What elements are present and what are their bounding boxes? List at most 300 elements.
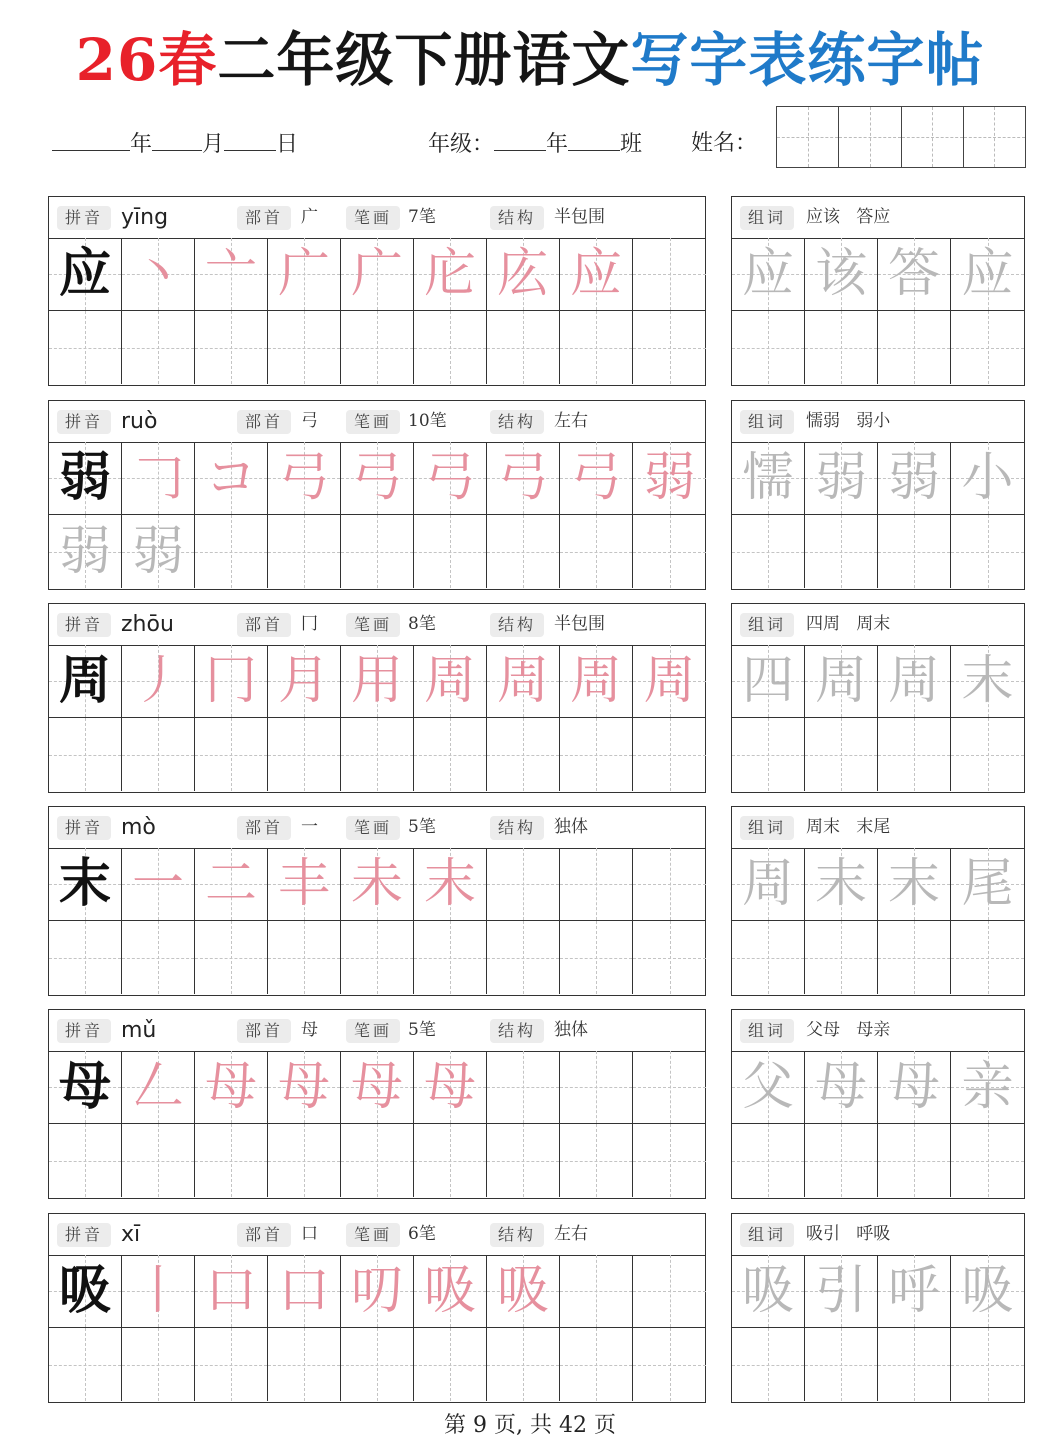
words-cell[interactable]	[878, 515, 951, 588]
words-tag: 组词	[740, 816, 794, 840]
practice-cell[interactable]	[49, 442, 122, 515]
structure-tag: 结构	[490, 206, 544, 230]
practice-cell[interactable]	[341, 311, 414, 384]
words-cell[interactable]	[951, 238, 1024, 311]
words-panel	[731, 400, 1025, 590]
practice-cell[interactable]	[268, 442, 341, 515]
practice-cell[interactable]	[122, 921, 195, 994]
practice-cell[interactable]	[195, 1124, 268, 1197]
stroke-order-char: コ	[204, 448, 257, 508]
practice-cell[interactable]	[414, 1255, 487, 1328]
practice-cell[interactable]	[268, 921, 341, 994]
stroke-order-char: 口	[204, 1261, 257, 1321]
grade-blank[interactable]	[494, 124, 546, 151]
practice-cell[interactable]	[487, 1255, 560, 1328]
practice-cell[interactable]	[414, 1328, 487, 1401]
words-cell[interactable]	[805, 238, 878, 311]
words-grid	[732, 1051, 1024, 1197]
practice-cell[interactable]	[49, 1328, 122, 1401]
practice-cell[interactable]	[268, 645, 341, 718]
practice-cell[interactable]	[487, 515, 560, 588]
char-info-header	[49, 604, 705, 646]
char-info-header	[49, 197, 705, 239]
practice-cell[interactable]	[414, 645, 487, 718]
year-blank[interactable]	[52, 124, 130, 151]
word-trace-char: 末	[814, 854, 867, 914]
practice-cell[interactable]	[122, 1328, 195, 1401]
words-cell[interactable]	[951, 1051, 1024, 1124]
practice-cell[interactable]	[122, 1051, 195, 1124]
strokes-value: 10笔	[408, 411, 447, 431]
strokes-tag: 笔画	[346, 613, 400, 637]
words-cell[interactable]	[878, 718, 951, 791]
practice-cell[interactable]	[341, 1255, 414, 1328]
practice-cell[interactable]	[341, 921, 414, 994]
word-trace-char: 吸	[741, 1261, 794, 1321]
structure-value: 独体	[554, 817, 588, 837]
strokes-value: 7笔	[408, 207, 436, 227]
practice-cell[interactable]	[633, 442, 706, 515]
practice-cell[interactable]	[122, 311, 195, 384]
practice-cell[interactable]	[487, 848, 560, 921]
words-value: 应该 答应	[806, 207, 891, 227]
words-cell[interactable]	[805, 921, 878, 994]
words-cell[interactable]	[732, 645, 805, 718]
practice-cell[interactable]	[633, 238, 706, 311]
char-practice-panel	[48, 196, 706, 386]
words-cell[interactable]	[805, 848, 878, 921]
name-box[interactable]	[839, 107, 901, 167]
practice-cell[interactable]	[487, 442, 560, 515]
char-block	[0, 806, 1060, 996]
stroke-order-char: 弓	[277, 448, 330, 508]
words-cell[interactable]	[732, 848, 805, 921]
structure-value: 半包围	[554, 614, 605, 634]
char-block	[0, 400, 1060, 590]
practice-cell[interactable]	[560, 1051, 633, 1124]
words-tag: 组词	[740, 1019, 794, 1043]
radical-tag: 部首	[237, 410, 291, 434]
words-cell[interactable]	[732, 1124, 805, 1197]
stroke-order-char: 周	[643, 651, 696, 711]
stroke-order-char: 弓	[496, 448, 549, 508]
practice-cell[interactable]	[633, 645, 706, 718]
practice-cell[interactable]	[49, 1051, 122, 1124]
word-trace-char: 末	[887, 854, 940, 914]
words-cell[interactable]	[732, 1051, 805, 1124]
word-trace-char: 呼	[887, 1261, 940, 1321]
stroke-order-char: 广	[277, 244, 330, 304]
trace-char: 弱	[58, 521, 111, 582]
stroke-order-char: 庀	[423, 244, 476, 304]
practice-cell[interactable]	[122, 238, 195, 311]
practice-cell[interactable]	[195, 1255, 268, 1328]
name-box[interactable]	[777, 107, 839, 167]
practice-cell[interactable]	[487, 1328, 560, 1401]
practice-grid	[49, 238, 706, 384]
stroke-order-char: 弓	[423, 448, 476, 508]
practice-cell[interactable]	[414, 238, 487, 311]
practice-cell[interactable]	[195, 1328, 268, 1401]
practice-cell[interactable]	[195, 848, 268, 921]
pinyin-tag: 拼音	[57, 613, 111, 637]
words-cell[interactable]	[805, 442, 878, 515]
stroke-order-char: 一	[131, 854, 184, 914]
model-char: 末	[58, 853, 111, 914]
words-cell[interactable]	[878, 645, 951, 718]
words-cell[interactable]	[878, 921, 951, 994]
word-trace-char: 引	[814, 1261, 867, 1321]
word-trace-char: 应	[741, 244, 794, 304]
words-cell[interactable]	[878, 1124, 951, 1197]
practice-cell[interactable]	[195, 515, 268, 588]
char-practice-panel	[48, 1213, 706, 1403]
words-header	[732, 401, 1024, 443]
stroke-order-char: 周	[423, 651, 476, 711]
year-label: 年	[130, 132, 153, 157]
practice-cell[interactable]	[414, 848, 487, 921]
practice-cell[interactable]	[195, 442, 268, 515]
words-panel	[731, 806, 1025, 996]
words-cell[interactable]	[732, 718, 805, 791]
words-cell[interactable]	[805, 1124, 878, 1197]
char-practice-panel	[48, 400, 706, 590]
grade-year-label: 年	[546, 132, 569, 157]
practice-cell[interactable]	[49, 921, 122, 994]
radical-tag: 部首	[237, 206, 291, 230]
words-cell[interactable]	[732, 238, 805, 311]
practice-cell[interactable]	[49, 718, 122, 791]
page-footer: 第 9 页, 共 42 页	[444, 1413, 616, 1438]
radical-value: 口	[301, 1224, 318, 1244]
practice-cell[interactable]	[49, 238, 122, 311]
radical-value: 母	[301, 1020, 318, 1040]
words-cell[interactable]	[878, 1051, 951, 1124]
structure-value: 独体	[554, 1020, 588, 1040]
word-trace-char: 吸	[961, 1261, 1014, 1321]
practice-cell[interactable]	[633, 1255, 706, 1328]
practice-cell[interactable]	[560, 238, 633, 311]
words-cell[interactable]	[878, 238, 951, 311]
words-cell[interactable]	[951, 921, 1024, 994]
words-cell[interactable]	[951, 718, 1024, 791]
words-cell[interactable]	[732, 515, 805, 588]
words-cell[interactable]	[732, 1255, 805, 1328]
practice-cell[interactable]	[487, 1051, 560, 1124]
grade-label: 年级：	[428, 132, 495, 157]
pinyin-tag: 拼音	[57, 410, 111, 434]
words-cell[interactable]	[732, 1328, 805, 1401]
char-practice-panel	[48, 806, 706, 996]
practice-cell[interactable]	[341, 645, 414, 718]
pinyin-value: zhōu	[121, 612, 174, 637]
practice-cell[interactable]	[268, 1051, 341, 1124]
words-cell[interactable]	[951, 1328, 1024, 1401]
name-box[interactable]	[964, 107, 1025, 167]
words-value: 懦弱 弱小	[806, 411, 891, 431]
month-blank[interactable]	[152, 124, 202, 151]
strokes-tag: 笔画	[346, 1019, 400, 1043]
stroke-order-char: 末	[423, 854, 476, 914]
practice-cell[interactable]	[414, 1051, 487, 1124]
char-practice-panel	[48, 1009, 706, 1199]
class-label: 班	[620, 132, 643, 157]
model-char: 吸	[58, 1260, 111, 1321]
practice-cell[interactable]	[560, 645, 633, 718]
words-cell[interactable]	[951, 515, 1024, 588]
practice-cell[interactable]	[633, 1051, 706, 1124]
words-grid	[732, 848, 1024, 994]
practice-cell[interactable]	[49, 1255, 122, 1328]
words-cell[interactable]	[878, 1328, 951, 1401]
practice-cell[interactable]	[268, 1124, 341, 1197]
practice-cell[interactable]	[195, 238, 268, 311]
stroke-order-char: 弱	[643, 448, 696, 508]
practice-cell[interactable]	[414, 442, 487, 515]
date-line	[52, 124, 298, 164]
words-cell[interactable]	[951, 645, 1024, 718]
practice-cell[interactable]	[268, 238, 341, 311]
radical-value: 广	[301, 207, 318, 227]
practice-cell[interactable]	[122, 718, 195, 791]
grade-line	[428, 124, 642, 164]
word-trace-char: 答	[887, 244, 940, 304]
stroke-order-char: 周	[496, 651, 549, 711]
stroke-order-char: 𠃋	[131, 1057, 184, 1117]
practice-grid	[49, 442, 706, 588]
title-part-blue: 写字表练字帖	[630, 26, 985, 94]
practice-cell[interactable]	[633, 848, 706, 921]
words-panel	[731, 1009, 1025, 1199]
practice-cell[interactable]	[49, 1124, 122, 1197]
practice-cell[interactable]	[122, 442, 195, 515]
practice-cell[interactable]	[195, 718, 268, 791]
practice-cell[interactable]	[341, 1051, 414, 1124]
practice-cell[interactable]	[560, 1328, 633, 1401]
stroke-order-char: 母	[350, 1057, 403, 1117]
stroke-order-char: 丰	[277, 854, 330, 914]
practice-cell[interactable]	[341, 442, 414, 515]
practice-cell[interactable]	[560, 311, 633, 384]
stroke-order-char: 冂	[204, 651, 257, 711]
practice-cell[interactable]	[633, 1328, 706, 1401]
words-header	[732, 807, 1024, 849]
words-cell[interactable]	[805, 515, 878, 588]
practice-cell[interactable]	[487, 645, 560, 718]
structure-value: 左右	[554, 411, 588, 431]
practice-cell[interactable]	[49, 311, 122, 384]
words-header	[732, 604, 1024, 646]
char-block	[0, 196, 1060, 386]
strokes-value: 5笔	[408, 817, 436, 837]
name-label: 姓名：	[691, 131, 758, 156]
practice-cell[interactable]	[122, 515, 195, 588]
pinyin-value: ruò	[121, 409, 158, 434]
char-practice-panel	[48, 603, 706, 793]
words-grid	[732, 238, 1024, 384]
practice-cell[interactable]	[341, 1328, 414, 1401]
word-trace-char: 四	[741, 651, 794, 711]
char-block	[0, 1213, 1060, 1403]
strokes-tag: 笔画	[346, 206, 400, 230]
name-box[interactable]	[902, 107, 964, 167]
practice-cell[interactable]	[633, 515, 706, 588]
pinyin-tag: 拼音	[57, 1019, 111, 1043]
practice-cell[interactable]	[560, 442, 633, 515]
words-grid	[732, 442, 1024, 588]
words-cell[interactable]	[878, 442, 951, 515]
structure-tag: 结构	[490, 1019, 544, 1043]
practice-cell[interactable]	[487, 311, 560, 384]
char-info-header	[49, 1010, 705, 1052]
words-cell[interactable]	[951, 848, 1024, 921]
practice-grid	[49, 1255, 706, 1401]
class-blank[interactable]	[568, 124, 620, 151]
char-info-header	[49, 1214, 705, 1256]
radical-tag: 部首	[237, 613, 291, 637]
practice-cell[interactable]	[560, 921, 633, 994]
model-char: 周	[58, 650, 111, 711]
words-cell[interactable]	[805, 1328, 878, 1401]
char-block	[0, 1009, 1060, 1199]
practice-cell[interactable]	[122, 1124, 195, 1197]
practice-cell[interactable]	[560, 515, 633, 588]
practice-cell[interactable]	[268, 1328, 341, 1401]
practice-cell[interactable]	[268, 718, 341, 791]
structure-tag: 结构	[490, 410, 544, 434]
structure-tag: 结构	[490, 613, 544, 637]
stroke-order-char: 弓	[569, 448, 622, 508]
stroke-order-char: 母	[277, 1057, 330, 1117]
practice-cell[interactable]	[341, 238, 414, 311]
practice-cell[interactable]	[560, 1124, 633, 1197]
stroke-order-char: 应	[569, 244, 622, 304]
stroke-order-char: 庅	[496, 244, 549, 304]
word-trace-char: 亲	[961, 1057, 1014, 1117]
practice-cell[interactable]	[633, 1124, 706, 1197]
strokes-tag: 笔画	[346, 1223, 400, 1247]
practice-cell[interactable]	[268, 311, 341, 384]
words-cell[interactable]	[878, 1255, 951, 1328]
words-cell[interactable]	[951, 311, 1024, 384]
stroke-order-char: 广	[350, 244, 403, 304]
stroke-order-char: 丨	[131, 1261, 184, 1321]
words-cell[interactable]	[878, 848, 951, 921]
words-header	[732, 1214, 1024, 1256]
day-label: 日	[276, 132, 299, 157]
stroke-order-char: 弓	[350, 448, 403, 508]
words-cell[interactable]	[732, 311, 805, 384]
practice-cell[interactable]	[414, 515, 487, 588]
practice-cell[interactable]	[633, 921, 706, 994]
stroke-order-char: 叨	[350, 1261, 403, 1321]
words-cell[interactable]	[951, 1255, 1024, 1328]
words-cell[interactable]	[951, 1124, 1024, 1197]
practice-cell[interactable]	[487, 238, 560, 311]
practice-cell[interactable]	[341, 1124, 414, 1197]
words-cell[interactable]	[805, 1051, 878, 1124]
words-tag: 组词	[740, 206, 794, 230]
stroke-order-char: 二	[204, 854, 257, 914]
practice-cell[interactable]	[341, 515, 414, 588]
words-cell[interactable]	[732, 921, 805, 994]
strokes-value: 6笔	[408, 1224, 436, 1244]
pinyin-value: xī	[121, 1222, 141, 1247]
words-cell[interactable]	[805, 1255, 878, 1328]
words-cell[interactable]	[805, 718, 878, 791]
practice-cell[interactable]	[487, 718, 560, 791]
practice-cell[interactable]	[341, 848, 414, 921]
word-trace-char: 弱	[887, 448, 940, 508]
practice-cell[interactable]	[414, 718, 487, 791]
practice-cell[interactable]	[195, 645, 268, 718]
stroke-order-char: 周	[569, 651, 622, 711]
practice-cell[interactable]	[122, 645, 195, 718]
words-value: 四周 周末	[806, 614, 891, 634]
practice-cell[interactable]	[195, 921, 268, 994]
practice-cell[interactable]	[414, 1124, 487, 1197]
day-blank[interactable]	[224, 124, 276, 151]
month-label: 月	[202, 132, 225, 157]
word-trace-char: 应	[961, 244, 1014, 304]
practice-cell[interactable]	[268, 1255, 341, 1328]
practice-cell[interactable]	[195, 1051, 268, 1124]
words-value: 吸引 呼吸	[806, 1224, 891, 1244]
radical-value: 冂	[301, 614, 318, 634]
words-panel	[731, 1213, 1025, 1403]
practice-cell[interactable]	[49, 645, 122, 718]
practice-cell[interactable]	[122, 848, 195, 921]
practice-cell[interactable]	[487, 1124, 560, 1197]
practice-cell[interactable]	[268, 515, 341, 588]
word-trace-char: 母	[814, 1057, 867, 1117]
practice-cell[interactable]	[633, 718, 706, 791]
words-header	[732, 1010, 1024, 1052]
model-char: 弱	[58, 447, 111, 508]
name-boxes[interactable]	[776, 106, 1026, 168]
practice-cell[interactable]	[268, 848, 341, 921]
words-cell[interactable]	[878, 311, 951, 384]
practice-cell[interactable]	[49, 515, 122, 588]
pinyin-value: mǔ	[121, 1018, 157, 1043]
practice-cell[interactable]	[414, 311, 487, 384]
practice-cell[interactable]	[49, 848, 122, 921]
words-cell[interactable]	[732, 442, 805, 515]
practice-cell[interactable]	[560, 718, 633, 791]
practice-cell[interactable]	[560, 848, 633, 921]
radical-value: 弓	[301, 411, 318, 431]
words-cell[interactable]	[805, 311, 878, 384]
word-trace-char: 该	[814, 244, 867, 304]
stroke-order-char: 用	[350, 651, 403, 711]
practice-cell[interactable]	[414, 921, 487, 994]
trace-char: 弱	[131, 521, 184, 582]
word-trace-char: 小	[961, 448, 1014, 508]
pinyin-tag: 拼音	[57, 1223, 111, 1247]
stroke-order-char: 母	[204, 1057, 257, 1117]
words-cell[interactable]	[951, 442, 1024, 515]
practice-cell[interactable]	[341, 718, 414, 791]
practice-cell[interactable]	[633, 311, 706, 384]
practice-cell[interactable]	[560, 1255, 633, 1328]
practice-cell[interactable]	[122, 1255, 195, 1328]
words-cell[interactable]	[805, 645, 878, 718]
strokes-tag: 笔画	[346, 410, 400, 434]
words-tag: 组词	[740, 613, 794, 637]
practice-cell[interactable]	[487, 921, 560, 994]
practice-cell[interactable]	[195, 311, 268, 384]
title-part-black: 二年级下册语文	[217, 26, 631, 94]
